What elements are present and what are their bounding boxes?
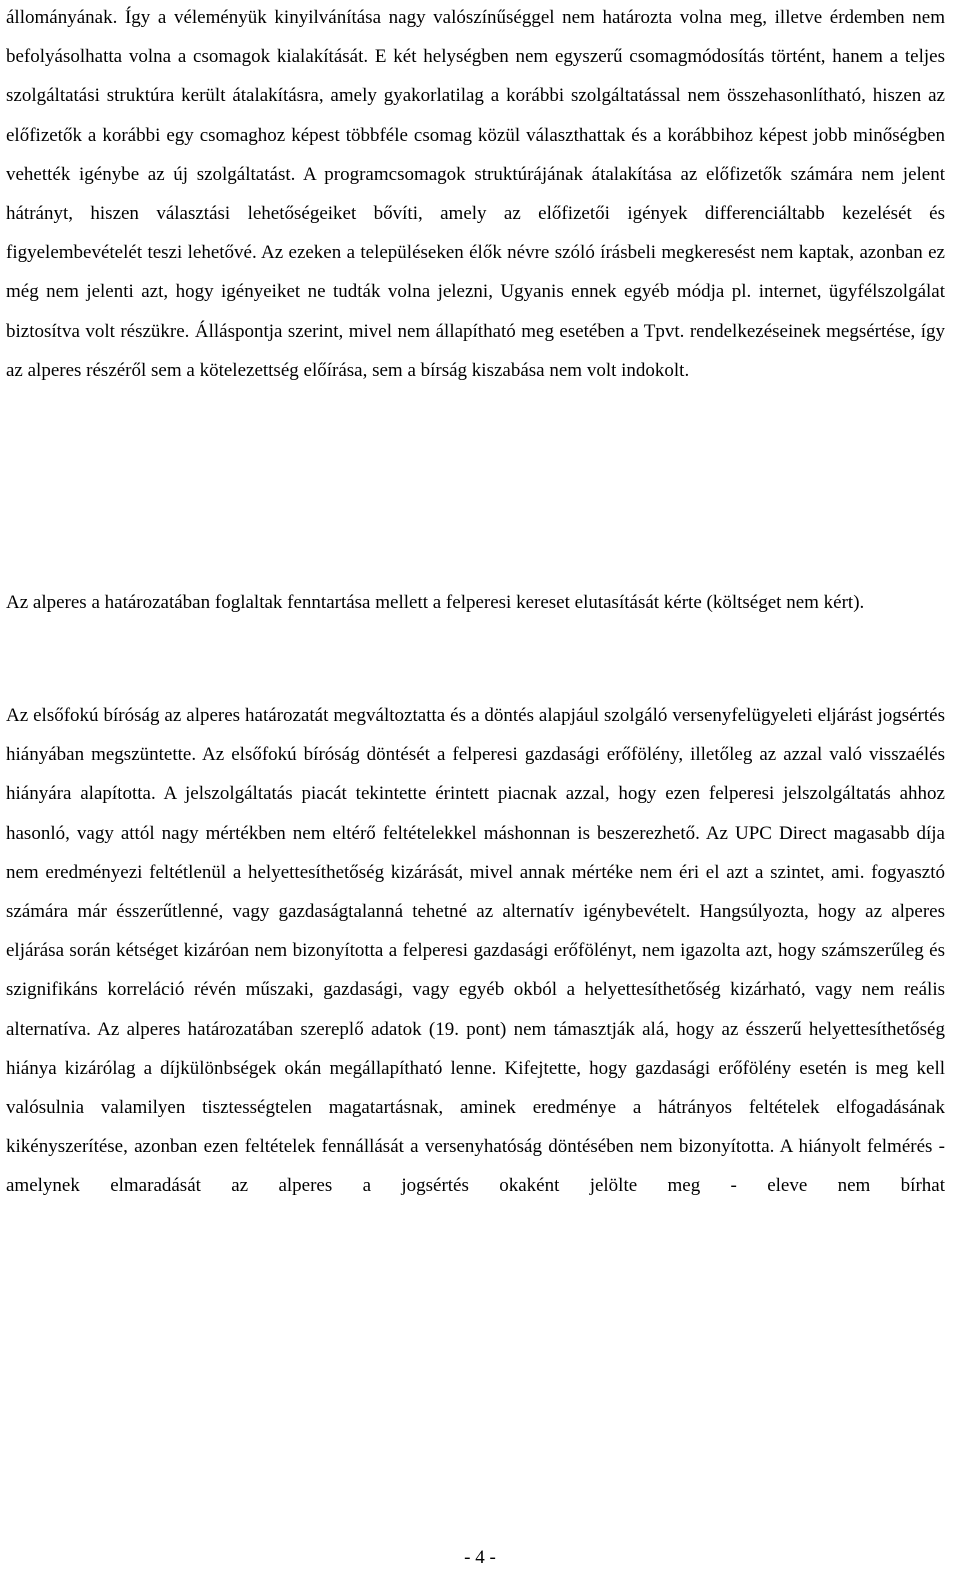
- paragraph-defendant-request: Az alperes a határozatában foglaltak fenntartása mellett a felperesi kereset elutasítását kérte (költséget nem kért).: [6, 592, 865, 613]
- page-number: - 4 -: [464, 1547, 496, 1568]
- paragraph-first-instance-ruling: Az elsőfokú bíróság az alperes határozatát megváltoztatta és a döntés alapjául szolgáló versenyfelügyeleti eljárást jogsértés hiányában megszüntette. Az elsőfokú bíróság döntését a felperesi gazdasági erőfölény, illetőleg az azzal való visszaélés hiányára alapította. A jelszolgáltatás piacát tekintette érintett piacnak azzal, hogy ezen felperesi jelszolgáltatás ahhoz hasonló, vagy attól nagy mértékben nem eltérő feltételekkel máshonnan is beszerezhető. Az UPC Direct magasabb díja nem eredményezi feltétlenül a helyettesíthetőség kizárását, mivel annak mértéke nem éri el azt a szintet, ami. fogyasztó számára már ésszerűtlenné, vagy gazdaságtalanná tehetné az alternatív igénybevételt. Hangsúlyozta, hogy az alperes eljárása során kétséget kizáróan nem bizonyította a felperesi gazdasági erőfölényt, nem igazolta azt, hogy számszerűleg és szignifikáns korreláció révén műszaki, gazdasági, vagy egyéb okból a helyettesíthetőség kizárható, vagy nem reális alternatíva. Az alperes határozatában szereplő adatok (19. pont) nem támasztják alá, hogy az ésszerű helyettesíthetőség hiánya kizárólag a díjkülönbségek okán megállapítható lenne. Kifejtette, hogy gazdasági erőfölény esetén is meg kell valósulnia valamilyen tisztességtelen magatartásnak, aminek eredménye a hátrányos feltételek elfogadásának kikényszerítése, azonban ezen feltételek fennállását a versenyhatóság döntésében nem bizonyította. A hiányolt felmérés - amelynek elmaradását az alperes a jogsértés okaként jelölte meg - eleve nem bírhat: [6, 705, 945, 1197]
- paragraph-plaintiff-position: állományának. Így a véleményük kinyilvánítása nagy valószínűséggel nem határozta volna meg, illetve érdemben nem befolyásolhatta volna a csomagok kialakítását. E két helységben nem egyszerű csomagmódosítás történt, hanem a teljes szolgáltatási struktúra került átalakításra, amely gyakorlatilag a korábbi szolgáltatással nem összehasonlítható, hiszen az előfizetők a korábbi egy csomaghoz képest többféle csomag közül választhattak és a korábbihoz képest jobb minőségben vehették igénybe az új szolgáltatást. A programcsomagok struktúrájának átalakítása az előfizetők számára nem jelent hátrányt, hiszen választási lehetőségeiket bővíti, amely az előfizetői igények differenciáltabb kezelését és figyelembevételét teszi lehetővé. Az ezeken a településeken élők névre szóló írásbeli megkeresést nem kaptak, azonban ez még nem jelenti azt, hogy igényeiket ne tudták volna jelezni, Ugyanis ennek egyéb módja pl. internet, ügyfélszolgálat biztosítva volt részükre. Álláspontja szerint, mivel nem állapítható meg esetében a Tpvt. rendelkezéseinek megsértése, így az alperes részéről sem a kötelezettség előírása, sem a bírság kiszabása nem volt indokolt.: [6, 7, 945, 381]
